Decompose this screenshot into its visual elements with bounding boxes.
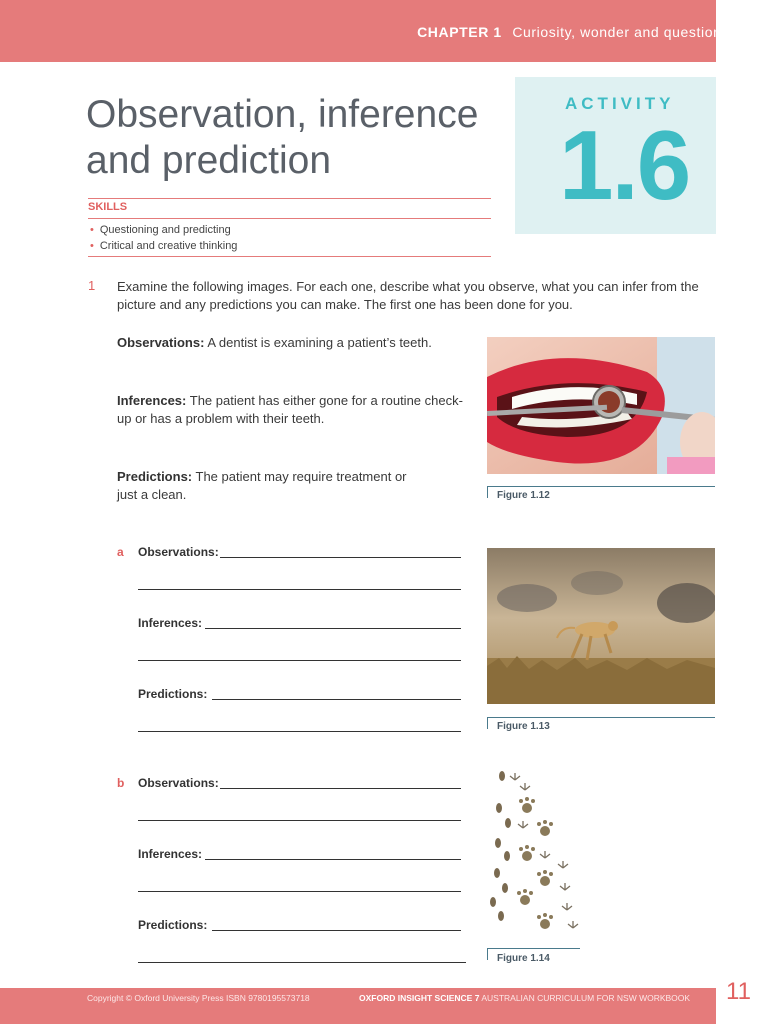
cheetah-photo <box>487 548 715 704</box>
figure-caption: Figure 1.12 <box>497 490 550 501</box>
skill-item: • Critical and creative thinking <box>90 240 238 252</box>
bullet-icon: • <box>90 240 94 252</box>
figure-caption: Figure 1.13 <box>497 721 550 732</box>
animal-tracks-illustration <box>485 768 585 938</box>
figure-rule <box>487 486 715 487</box>
observations-label: Observations: <box>138 776 219 790</box>
example-predictions: Predictions: The patient may require treatment or just a clean. <box>117 469 407 502</box>
inferences-answer-line-1[interactable] <box>205 859 461 860</box>
figure-rule <box>487 717 715 718</box>
figure-tick <box>487 486 488 498</box>
hoof-print-icon <box>490 771 511 921</box>
dentist-photo <box>487 337 715 474</box>
inferences-label: Inferences: <box>138 616 203 630</box>
footer-copyright: Copyright © Oxford University Press ISBN 9780195573718 <box>87 993 310 1003</box>
skills-top-rule <box>88 198 491 199</box>
predictions-answer-line-1[interactable] <box>212 930 461 931</box>
observations-answer-line-2[interactable] <box>138 589 461 590</box>
example-observations: Observations: A dentist is examining a patient’s teeth. <box>117 335 432 350</box>
skills-mid-rule <box>88 218 491 219</box>
activity-number: 1.6 <box>559 110 690 220</box>
page-title: Observation, inference and prediction <box>86 93 479 182</box>
question-number: 1 <box>88 278 96 293</box>
inferences-answer-line-2[interactable] <box>138 660 461 661</box>
predictions-label: Predictions: <box>138 687 208 701</box>
part-letter: b <box>117 776 125 790</box>
activity-label: ACTIVITY <box>565 94 675 113</box>
inferences-answer-line-2[interactable] <box>138 891 461 892</box>
skill-item: • Questioning and predicting <box>90 224 231 236</box>
footer-book-title: OXFORD INSIGHT SCIENCE 7 AUSTRALIAN CURRICULUM FOR NSW WORKBOOK <box>359 993 691 1003</box>
figure-rule <box>487 948 580 949</box>
inferences-label: Inferences: <box>138 847 203 861</box>
observations-answer-line-1[interactable] <box>220 557 461 558</box>
predictions-label: Predictions: <box>138 918 208 932</box>
skills-list <box>90 222 237 254</box>
observations-answer-line-2[interactable] <box>138 820 461 821</box>
predictions-answer-line-1[interactable] <box>212 699 461 700</box>
example-inferences: Inferences: The patient has either gone for a routine check-up or has a problem with their teeth. <box>117 393 463 426</box>
part-letter: a <box>117 545 124 559</box>
figure-tick <box>487 948 488 960</box>
chapter-title: Curiosity, wonder and questioning <box>512 24 742 40</box>
inferences-answer-line-1[interactable] <box>205 628 461 629</box>
skills-bottom-rule <box>88 256 491 257</box>
observations-answer-line-1[interactable] <box>220 788 461 789</box>
page-number: 11 <box>726 978 751 1005</box>
skills-label: SKILLS <box>88 201 128 213</box>
activity-box <box>515 77 716 234</box>
question-text: Examine the following images. For each one, describe what you observe, what you can infer from the picture and any predictions you can make. The first one has been done for you. <box>117 279 699 312</box>
predictions-answer-line-2[interactable] <box>138 962 466 963</box>
paw-print-icon <box>517 797 553 929</box>
chapter-header <box>417 24 742 40</box>
figure-tick <box>487 717 488 729</box>
predictions-answer-line-2[interactable] <box>138 731 461 732</box>
chapter-number: CHAPTER 1 <box>417 24 502 40</box>
bullet-icon: • <box>90 224 94 236</box>
observations-label: Observations: <box>138 545 219 559</box>
figure-caption: Figure 1.14 <box>497 953 550 964</box>
